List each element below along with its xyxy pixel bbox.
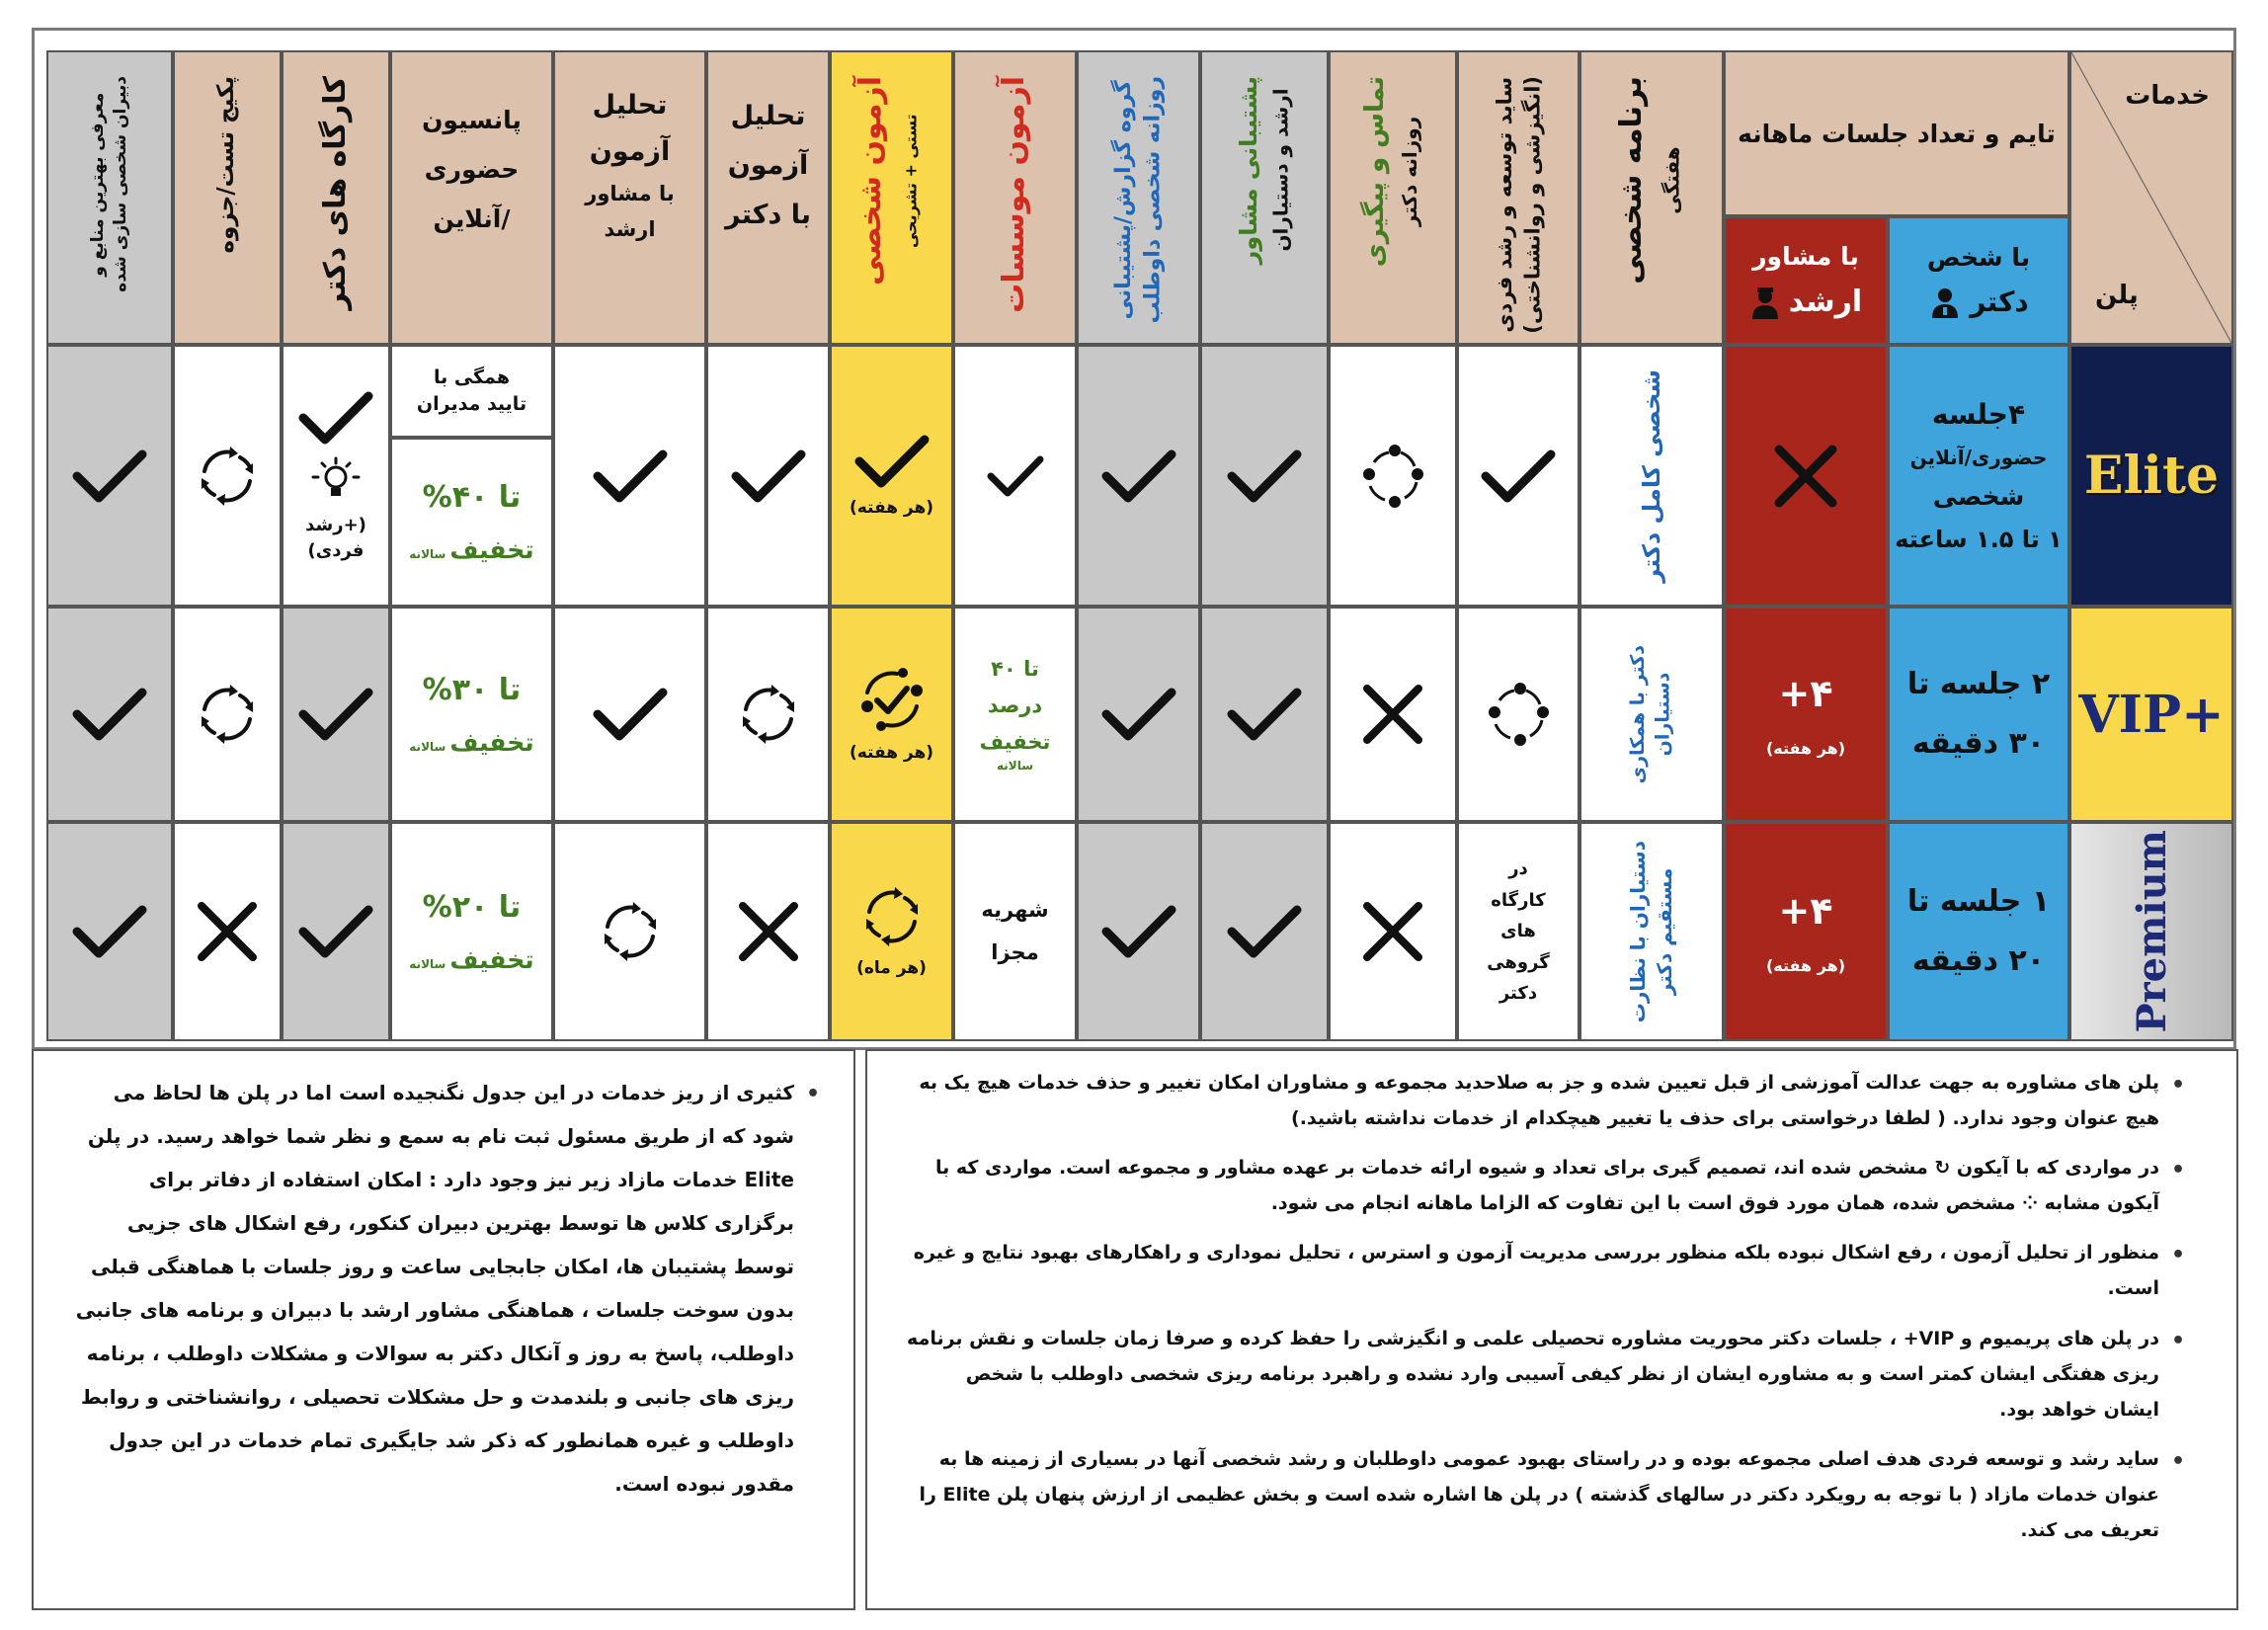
program-sub: هفتگی [1660,146,1683,214]
support-header [1200,50,1329,345]
elite-growth [1457,345,1580,607]
plans-table [32,28,2236,1050]
growth-sub: (انگیزشی و روانشناختی) [1520,76,1544,334]
elite-discount-small: سالانه [409,547,446,561]
notes-right [865,1049,2238,1610]
check-icon [1100,902,1177,961]
check-icon [297,388,374,448]
vip-inst-l2: درصد [987,693,1043,717]
elite-pansion-top-l2: تایید مدیران [416,393,527,415]
plan-vip [2069,607,2233,822]
note-right-5: • ساید رشد و توسعه فردی هدف اصلی مجموعه بوده و در راستای بهبود عمومی داوطلبان و رشد شخصی آنها در بسیاری از زمینه ها به عنوان خدمات مازاد ( با توجه به رویکرد دکتر در سالهای گذشته ) در پلن ها اشاره شده است و بخش عظیمی از ارزش پنهان پلن Elite را تعریف می کند. [907,1441,2159,1548]
elite-senior-cell [1724,345,1888,607]
analysis-doctor-l2: آزمون [727,149,809,181]
premium-discount-value: تا ۲۰% [422,889,522,925]
premium-growth-l1: در [1508,858,1528,880]
contact-title: تماس و پیگیری [1359,76,1390,268]
premium-personal-exam-text: (هر ماه) [856,958,927,979]
vip-program [1580,607,1724,822]
premium-discount-word: تخفیف [449,944,534,974]
premium-group [1077,822,1200,1041]
cross-icon [1360,682,1425,747]
premium-analysis-senior [553,822,706,1041]
plan-premium-name: Premium [2128,830,2175,1033]
premium-senior-count: ۴+ [1778,889,1833,934]
program-header [1580,50,1724,345]
resources-header [46,50,173,345]
sessions-header [1724,50,2069,216]
plan-vip-name: VIP+ [2078,684,2225,745]
vip-inst-exam [953,607,1077,822]
vip-personal-exam [830,607,953,822]
premium-program-l2: مستقیم دکتر [1653,867,1676,996]
elite-discount-value: تا ۴۰% [422,480,522,515]
check-icon [1100,447,1177,506]
package-title: پکیج تست/جزوه [213,76,240,254]
note-right-1: • پلن های مشاوره به جهت عدالت آموزشی از قبل تعیین شده و جز به صلاحدید مجموعه و مشاوران امکان تغییر و حذف خدمات هیچ یک به هیچ عنوان وجود ندارد. ( لطفا درخواستی برای حذف یا تغییر هیچکدام از خدمات نداشته باشید.) [907,1065,2159,1136]
vip-discount-word: تخفیف [449,727,534,757]
elite-workshop-l1: (+رشد [305,515,366,536]
corner-services-label: خدمات [2125,81,2210,111]
contact-header [1329,50,1457,345]
group-sub: روزانه شخصی داوطلب [1140,76,1166,324]
premium-senior-cell [1724,822,1888,1041]
cycle-icon [596,897,665,966]
check-icon [1100,685,1177,744]
note-right-2: • در مواردی که با آیکون ↻ مشخص شده اند، تصمیم گیری برای تعداد و شیوه ارائه خدمات بر عهده مشاور و مجموعه است. مواردی که با آیکون مشابه ⁘ مشخص شده، همان مورد فوق است با این تفاوت که الزاما ماهانه انجام می شود. [907,1150,2159,1221]
vip-support [1200,607,1329,822]
resources-line2: دبیران شخصی سازی شده [111,76,130,292]
vip-inst-l1: تا ۴۰ [991,656,1039,681]
plan-elite-name: Elite [2083,446,2220,506]
monthly-cycle-icon [1483,679,1554,750]
contact-sub: روزانه دکتر [1398,116,1421,227]
monthly-cycle-icon [1357,441,1428,512]
vip-resources [46,607,173,822]
check-icon [71,447,148,506]
check-icon [730,447,807,506]
analysis-doctor-l3: با دکتر [724,199,812,230]
premium-package [173,822,282,1041]
corner-cell [2069,50,2233,345]
note-left-1: • کثیری از ریز خدمات در این جدول نگنجیده است اما در پلن ها لحاظ می شود که از طریق مسئول ثبت نام به سمع و نظر شما خواهد رسید. در پلن Elite خدمات مازاد زیر نیز وجود دارد : امکان استفاده از دفاتر برای برگزاری کلاس ها توسط بهترین دبیران کنکور، رفع اشکال های جزیی توسط پشتیبان ها، امکان جابجایی ساعت و روز جلسات با هماهنگی قبلی بدون سوخت جلسات ، هماهنگی مشاور ارشد با دبیران و برنامه های جانبی داوطلب، پاسخ به روز و آنکال دکتر به سوالات و مشکلات داوطلب ، برنامه ریزی های جانبی و بلندمدت و حل مشکلات تحصیلی ، روانشناختی و روابط داوطلب و غیره همانطور که ذکر شد جایگیری تمام خدمات در این جدول مقدور نبوده است. [73,1071,794,1506]
elite-pansion-top-l1: همگی با [433,367,511,389]
vip-doctor-sessions [1888,607,2069,822]
check-icon [592,685,669,744]
cycle-icon [193,442,262,511]
vip-senior-sub: (هر هفته) [1765,739,1846,759]
resources-line1: معرفی بهترین منابع و [88,92,109,277]
lightbulb-icon [310,455,362,507]
elite-package [173,345,282,607]
pansion-l2: حضوری [424,155,520,184]
elite-analysis-senior [553,345,706,607]
personal-exam-title: آزمون شخصی [853,76,888,286]
elite-discount-word: تخفیف [449,535,534,564]
premium-pansion-discount [390,822,553,1041]
premium-inst-l1: شهریه [981,897,1049,922]
sessions-title: تایم و تعداد جلسات ماهانه [1738,119,2056,148]
check-icon [853,432,931,491]
pansion-header [390,50,553,345]
elite-personal-exam-text: (هر هفته) [849,497,934,518]
check-icon [1226,685,1303,744]
with-doctor-line1: با شخص [1926,242,2031,272]
plan-elite [2069,345,2233,607]
premium-growth-l4: گروهی [1487,951,1550,973]
elite-doctor-l3: شخصی [1932,481,2025,511]
elite-workshop-l2: فردی) [307,539,364,561]
senior-advisor-icon [1749,285,1781,319]
premium-growth-l2: کارگاه [1491,889,1546,911]
elite-doctor-sessions [1888,345,2069,607]
premium-doctor-sessions [1888,822,2069,1041]
personal-exam-sub: تستی + تشریحی [901,114,921,248]
vip-program-l2: دستیاران [1653,672,1674,757]
workshops-title: کارگاه های دکتر [317,76,353,310]
check-icon [71,902,148,961]
premium-program [1580,822,1724,1041]
cross-icon [1771,442,1840,511]
elite-workshops [282,345,390,607]
vip-doctor-l2: ۳۰ دقیقه [1911,726,2046,761]
cycle-icon [857,882,927,951]
group-title: گروه گزارش/پشتیبانی [1110,80,1136,320]
elite-pansion-discount [390,438,553,607]
elite-doctor-l4: ۱ تا ۱.۵ ساعته [1895,525,2063,553]
pansion-l1: پانسیون [422,106,522,134]
vip-workshops [282,607,390,822]
with-doctor-line2: دکتر [1970,285,2029,318]
analysis-senior-header [553,50,706,345]
elite-contact [1329,345,1457,607]
premium-resources [46,822,173,1041]
personal-exam-header [830,50,953,345]
premium-discount-small: سالانه [409,956,446,971]
vip-senior-cell [1724,607,1888,822]
premium-workshops [282,822,390,1041]
premium-personal-exam [830,822,953,1041]
growth-header [1457,50,1580,345]
pansion-l3: /آنلاین [433,204,511,233]
vip-discount-value: تا ۳۰% [422,672,522,707]
elite-resources [46,345,173,607]
elite-inst-exam [953,345,1077,607]
inst-exam-title: آزمون موسسات [997,76,1032,313]
premium-growth-l5: دکتر [1498,983,1538,1005]
inst-exam-header [953,50,1077,345]
group-header [1077,50,1200,345]
elite-program [1580,345,1724,607]
premium-program-l1: دستیاران با نظارت [1626,840,1650,1023]
elite-support [1200,345,1329,607]
vip-senior-count: ۴+ [1778,672,1833,716]
elite-personal-exam [830,345,953,607]
note-right-4: • در پلن های پریمیوم و VIP+ ، جلسات دکتر محوریت مشاوره تحصیلی علمی و انگیزشی را حفظ کرده و صرفا زمان جلسات و نقش برنامه ریزی هفتگی ایشان کمتر است و به مشاوره ایشان از نظر کیفی آسیبی وارد نشده و راهبرد برنامه ریزی شخصی داوطلب با شخص ایشان خواهد بود. [907,1321,2159,1427]
vip-inst-l3: تخفیف [979,730,1051,755]
premium-growth-l3: های [1500,921,1536,942]
check-icon [71,685,148,744]
analysis-senior-l1: تحلیل [592,90,668,121]
check-icon [1226,447,1303,506]
premium-doctor-l1: ۱ جلسه تا [1906,884,2051,919]
analysis-senior-l4: ارشد [604,217,656,242]
analysis-doctor-header [706,50,830,345]
premium-contact [1329,822,1457,1041]
plan-premium [2069,822,2233,1041]
vip-analysis-doctor [706,607,830,822]
cycle-icon [734,680,803,749]
program-title: برنامه شخصی [1613,76,1649,285]
premium-growth [1457,822,1580,1041]
vip-growth [1457,607,1580,822]
cross-icon [195,899,260,964]
premium-senior-sub: (هر هفته) [1765,956,1846,976]
package-header [173,50,282,345]
vip-discount-small: سالانه [409,739,446,754]
premium-doctor-l2: ۲۰ دقیقه [1911,943,2046,978]
vip-group [1077,607,1200,822]
check-icon [297,902,374,961]
elite-group [1077,345,1200,607]
with-senior-line2: ارشد [1788,284,1863,319]
elite-analysis-doctor [706,345,830,607]
elite-pansion-top [390,345,553,438]
cycle-icon [193,680,262,749]
growth-title: ساید توسعه و رشد فردی [1492,76,1516,333]
with-senior-header [1724,216,1888,345]
with-senior-line1: با مشاور [1752,241,1859,271]
check-cycle-icon [855,663,929,736]
analysis-senior-l2: آزمون [589,136,671,168]
check-icon [1226,902,1303,961]
premium-analysis-doctor [706,822,830,1041]
check-icon [592,447,669,506]
elite-doctor-l1: ۴جلسه [1931,397,2026,431]
check-icon [986,453,1045,499]
with-doctor-header [1888,216,2069,345]
vip-pansion-discount [390,607,553,822]
vip-contact [1329,607,1457,822]
premium-support [1200,822,1329,1041]
cross-icon [736,899,801,964]
premium-inst-exam [953,822,1077,1041]
vip-analysis-senior [553,607,706,822]
analysis-senior-l3: با مشاور [585,181,675,205]
elite-doctor-l2: حضوری/آنلاین [1909,445,2048,469]
elite-program-text: شخصی کامل دکتر [1637,368,1665,583]
check-icon [1480,447,1557,506]
premium-inst-l2: مجزا [991,940,1039,964]
vip-program-l1: دکتر با همکاری [1627,644,1650,784]
vip-package [173,607,282,822]
cross-icon [1360,899,1425,964]
check-icon [297,685,374,744]
note-right-3: • منظور از تحلیل آزمون ، رفع اشکال نبوده بلکه منظور بررسی مدیریت آزمون و استرس ، تحلیل نموداری و راهکارهای بهبود نتایج و غیره است. [907,1235,2159,1306]
corner-plan-label: پلن [2095,280,2139,310]
vip-inst-l4: سالانه [996,758,1034,773]
vip-doctor-l1: ۲ جلسه تا [1906,667,2051,701]
analysis-doctor-l1: تحلیل [730,101,806,131]
support-sub: ارشد و دستیاران [1268,88,1292,252]
notes-left [32,1049,855,1610]
vip-personal-exam-text: (هر هفته) [849,743,934,764]
workshops-header [282,50,390,345]
support-title: پشتیبانی مشاور [1234,76,1262,265]
doctor-icon [1928,285,1962,319]
